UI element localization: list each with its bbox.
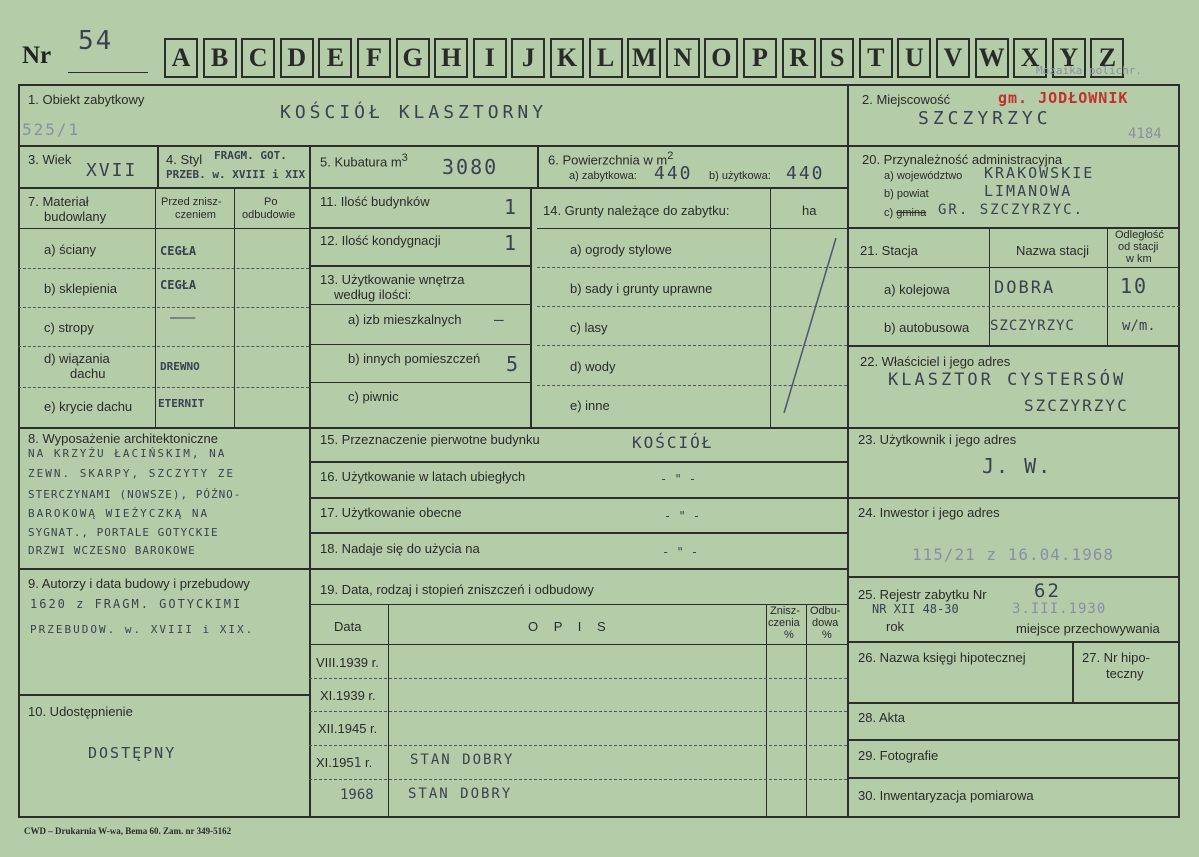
f19-col-z1: Znisz- bbox=[770, 605, 800, 617]
f2-value: SZCZYRZYC bbox=[918, 108, 1052, 129]
f21-a-label: a) kolejowa bbox=[884, 282, 950, 297]
letter-box-m: M bbox=[627, 38, 661, 78]
f13-a-label: a) izb mieszkalnych bbox=[348, 312, 462, 327]
f2-note: 4184 bbox=[1128, 126, 1162, 142]
f16-label: 16. Użytkowanie w latach ubiegłych bbox=[320, 469, 526, 484]
f21-col1: Nazwa stacji bbox=[1016, 243, 1089, 258]
f14-row-d: d) wody bbox=[570, 359, 616, 374]
f16-value: - " - bbox=[660, 472, 697, 486]
f6-b-label: b) użytkowa: bbox=[709, 170, 771, 182]
f14-row-c: c) lasy bbox=[570, 320, 608, 335]
f20-c-label: c) bbox=[884, 207, 894, 219]
f6-sup: 2 bbox=[667, 150, 674, 162]
f13-label1: 13. Użytkowanie wnętrza bbox=[320, 272, 465, 287]
f19-row4-desc: STAN DOBRY bbox=[410, 752, 515, 768]
f7-row-c: c) stropy bbox=[44, 320, 94, 335]
f13-label2: według ilości: bbox=[334, 287, 412, 302]
f10-value: DOSTĘPNY bbox=[88, 744, 177, 762]
f7-row-b-value: CEGŁA bbox=[160, 278, 197, 292]
letter-box-w: W bbox=[975, 38, 1009, 78]
letter-box-n: N bbox=[666, 38, 700, 78]
f15-label: 15. Przeznaczenie pierwotne budynku bbox=[320, 432, 540, 447]
f12-value: 1 bbox=[504, 231, 519, 255]
letter-box-i: I bbox=[473, 38, 507, 78]
f19-row3-date: XII.1945 r. bbox=[318, 721, 378, 736]
f19-col-o3: % bbox=[822, 629, 832, 641]
printer-footer: CWD – Drukarnia W-wa, Bema 60. Zam. nr 349-5162 bbox=[24, 826, 232, 836]
f27-label1: 27. Nr hipo- bbox=[1082, 650, 1150, 665]
f25-value: 62 bbox=[1034, 580, 1061, 602]
f20-b-value: LIMANOWA bbox=[984, 182, 1073, 200]
letter-box-z: Z bbox=[1090, 38, 1124, 78]
letter-box-d: D bbox=[280, 38, 314, 78]
f7-row-a-value: CEGŁA bbox=[160, 244, 197, 258]
f6-label: 6. Powierzchnia w m bbox=[548, 152, 668, 168]
f13-b-label: b) innych pomieszczeń bbox=[348, 351, 481, 366]
f4-label: 4. Styl bbox=[166, 152, 203, 167]
letter-box-p: P bbox=[743, 38, 777, 78]
f5-sup: 3 bbox=[401, 152, 408, 164]
f21-col2c: w km bbox=[1126, 253, 1152, 265]
f21-label: 21. Stacja bbox=[860, 243, 918, 258]
f6-b-value: 440 bbox=[786, 163, 825, 184]
f1-label: 1. Obiekt zabytkowy bbox=[28, 92, 145, 107]
f21-col2a: Odległość bbox=[1115, 229, 1164, 241]
f19-row5-desc: STAN DOBRY bbox=[408, 786, 513, 802]
f13-b-value: 5 bbox=[506, 352, 521, 376]
f22-value2: SZCZYRZYC bbox=[1024, 396, 1129, 415]
f5-value: 3080 bbox=[442, 155, 499, 179]
nr-value: 54 bbox=[78, 26, 114, 56]
f25-label: 25. Rejestr zabytku Nr bbox=[858, 587, 987, 602]
letter-box-g: G bbox=[396, 38, 430, 78]
f13-a-value: — bbox=[494, 310, 506, 329]
f10-label: 10. Udostępnienie bbox=[28, 704, 133, 719]
letter-box-x: X bbox=[1013, 38, 1047, 78]
letter-box-o: O bbox=[704, 38, 738, 78]
letter-box-j: J bbox=[511, 38, 545, 78]
letter-box-s: S bbox=[820, 38, 854, 78]
f19-row4-date-suffix: r. bbox=[365, 755, 373, 770]
f19-col-z2: czenia bbox=[768, 617, 800, 629]
f7-row-e: e) krycie dachu bbox=[44, 399, 133, 414]
f25-place: miejsce przechowywania bbox=[1016, 621, 1160, 636]
f21-a-dist: 10 bbox=[1120, 274, 1149, 298]
letter-box-f: F bbox=[357, 38, 391, 78]
f11-value: 1 bbox=[504, 195, 519, 219]
f12-label: 12. Ilość kondygnacji bbox=[320, 233, 441, 248]
f25-entry: NR XII 48-30 bbox=[872, 602, 959, 616]
f7-col2b: odbudowie bbox=[242, 209, 296, 221]
letter-box-a: A bbox=[164, 38, 198, 78]
f19-row2-date: XI.1939 r. bbox=[320, 688, 376, 703]
letter-box-y: Y bbox=[1052, 38, 1086, 78]
letter-box-b: B bbox=[203, 38, 237, 78]
f9-label: 9. Autorzy i data budowy i przebudowy bbox=[28, 576, 250, 591]
f14-unit: ha bbox=[802, 203, 817, 218]
f8-line5: SYGNAT., PORTALE GOTYCKIE bbox=[28, 526, 219, 539]
f14-row-a: a) ogrody stylowe bbox=[570, 242, 672, 257]
f30-label: 30. Inwentaryzacja pomiarowa bbox=[858, 788, 1034, 803]
letter-box-e: E bbox=[318, 38, 352, 78]
f19-col-o1: Odbu- bbox=[810, 605, 841, 617]
letter-box-r: R bbox=[782, 38, 816, 78]
f14-strike-line bbox=[770, 228, 847, 427]
f6-a-value: 440 bbox=[654, 163, 693, 184]
f21-b-name: SZCZYRZYC bbox=[990, 318, 1075, 334]
f7-col1a: Przed znisz- bbox=[161, 196, 222, 208]
f8-line1: NA KRZYŻU ŁACIŃSKIM, NA bbox=[28, 447, 227, 460]
f20-label: 20. Przynależność administracyjna bbox=[862, 152, 1063, 167]
f23-label: 23. Użytkownik i jego adres bbox=[858, 432, 1017, 447]
f8-line4: BAROKOWĄ WIEŻYCZKĄ NA bbox=[28, 507, 210, 520]
f7-col1b: czeniem bbox=[175, 209, 216, 221]
f7-col2a: Po bbox=[264, 196, 278, 208]
f8-label: 8. Wyposażenie architektoniczne bbox=[28, 431, 218, 446]
f29-label: 29. Fotografie bbox=[858, 748, 939, 763]
f25-date: 3.III.1930 bbox=[1012, 601, 1107, 617]
f7-row-b: b) sklepienia bbox=[44, 281, 117, 296]
letter-box-k: K bbox=[550, 38, 584, 78]
f7-row-e-value: ETERNIT bbox=[158, 397, 205, 410]
f15-value: KOŚCIÓŁ bbox=[632, 433, 714, 452]
f1-note: 525/1 bbox=[22, 120, 81, 139]
f8-line6: DRZWI WCZESNO BAROKOWE bbox=[28, 544, 196, 557]
f19-label: 19. Data, rodzaj i stopień zniszczeń i odbudowy bbox=[320, 582, 594, 597]
f18-label: 18. Nadaje się do użycia na bbox=[320, 541, 480, 556]
f7-label2: budowlany bbox=[44, 209, 107, 224]
f7-row-d2: dachu bbox=[70, 366, 106, 381]
f7-row-d1: d) wiązania bbox=[44, 351, 110, 366]
f19-col-o2: dowa bbox=[812, 617, 839, 629]
letter-box-h: H bbox=[434, 38, 468, 78]
nr-label: Nr bbox=[22, 42, 52, 69]
f3-label: 3. Wiek bbox=[28, 152, 72, 167]
f20-c-value: GR. SZCZYRZYC. bbox=[938, 202, 1085, 218]
f9-line2: PRZEBUDOW. w. XVIII i XIX. bbox=[30, 623, 255, 636]
letter-box-l: L bbox=[589, 38, 623, 78]
f26-label: 26. Nazwa księgi hipotecznej bbox=[858, 650, 1026, 665]
f7-label1: 7. Materiał bbox=[28, 194, 89, 209]
f14-row-b: b) sady i grunty uprawne bbox=[570, 281, 713, 296]
f18-value: - " - bbox=[662, 545, 699, 559]
f7-row-a: a) ściany bbox=[44, 242, 97, 257]
f14-label: 14. Grunty należące do zabytku: bbox=[543, 203, 730, 218]
f27-label2: teczny bbox=[1106, 666, 1144, 681]
f7-row-c-value: ——— bbox=[170, 310, 196, 326]
f4-value2: PRZEB. w. XVIII i XIX bbox=[166, 168, 306, 181]
f24-label: 24. Inwestor i jego adres bbox=[858, 505, 1000, 520]
f20-a-label: a) województwo bbox=[884, 170, 963, 182]
f21-col2b: od stacji bbox=[1118, 241, 1159, 253]
f19-col-desc: O P I S bbox=[528, 619, 612, 634]
f5-label: 5. Kubatura m bbox=[320, 154, 402, 170]
f13-c-label: c) piwnic bbox=[348, 389, 399, 404]
letter-box-v: V bbox=[936, 38, 970, 78]
f6-a-label: a) zabytkowa: bbox=[569, 170, 637, 182]
f22-value1: KLASZTOR CYSTERSÓW bbox=[888, 370, 1127, 390]
f11-label: 11. Ilość budynków bbox=[320, 194, 430, 209]
f20-b-label: b) powiat bbox=[884, 188, 929, 200]
f22-label: 22. Właściciel i jego adres bbox=[860, 354, 1011, 369]
letter-box-t: T bbox=[859, 38, 893, 78]
f21-a-name: DOBRA bbox=[994, 278, 1056, 298]
letter-box-u: U bbox=[897, 38, 931, 78]
f23-value: J. W. bbox=[982, 454, 1053, 478]
f8-line2: ZEWN. SKARPY, SZCZYTY ZE bbox=[28, 467, 235, 480]
letter-box-c: C bbox=[241, 38, 275, 78]
f21-b-dist: w/m. bbox=[1122, 318, 1156, 334]
f7-row-d-value: DREWNO bbox=[160, 360, 200, 373]
f17-value: - " - bbox=[664, 509, 701, 523]
f24-note: 115/21 z 16.04.1968 bbox=[912, 545, 1115, 564]
f4-value1: FRAGM. GOT. bbox=[214, 149, 287, 162]
f21-b-label: b) autobusowa bbox=[884, 320, 970, 335]
f14-row-e: e) inne bbox=[570, 398, 610, 413]
f19-row4-date-hw: 1 bbox=[353, 756, 362, 771]
f19-row4-date: XI.195 bbox=[316, 755, 354, 770]
f19-col-date: Data bbox=[334, 619, 362, 634]
f28-label: 28. Akta bbox=[858, 710, 905, 725]
corner-note: Mozaika polichr. bbox=[1036, 64, 1142, 77]
f17-label: 17. Użytkowanie obecne bbox=[320, 505, 462, 520]
f2-label: 2. Miejscowość bbox=[862, 92, 951, 107]
f1-value: KOŚCIÓŁ KLASZTORNY bbox=[280, 102, 548, 123]
f20-c-strike: gmina bbox=[896, 207, 927, 219]
f8-line3: STERCZYNAMI (NOWSZE), PÓŹNO- bbox=[28, 488, 242, 501]
f9-line1: 1620 z FRAGM. GOTYCKIMI bbox=[30, 597, 243, 611]
f25-rok: rok bbox=[886, 619, 905, 634]
f19-row1-date: VIII.1939 r. bbox=[316, 655, 379, 670]
f3-value: XVII bbox=[86, 160, 138, 181]
f20-a-value: KRAKOWSKIE bbox=[984, 164, 1095, 182]
f19-col-z3: % bbox=[784, 629, 794, 641]
f19-row5-date: 1968 bbox=[340, 787, 374, 803]
f2-note-red: gm. JODŁOWNIK bbox=[998, 89, 1129, 107]
